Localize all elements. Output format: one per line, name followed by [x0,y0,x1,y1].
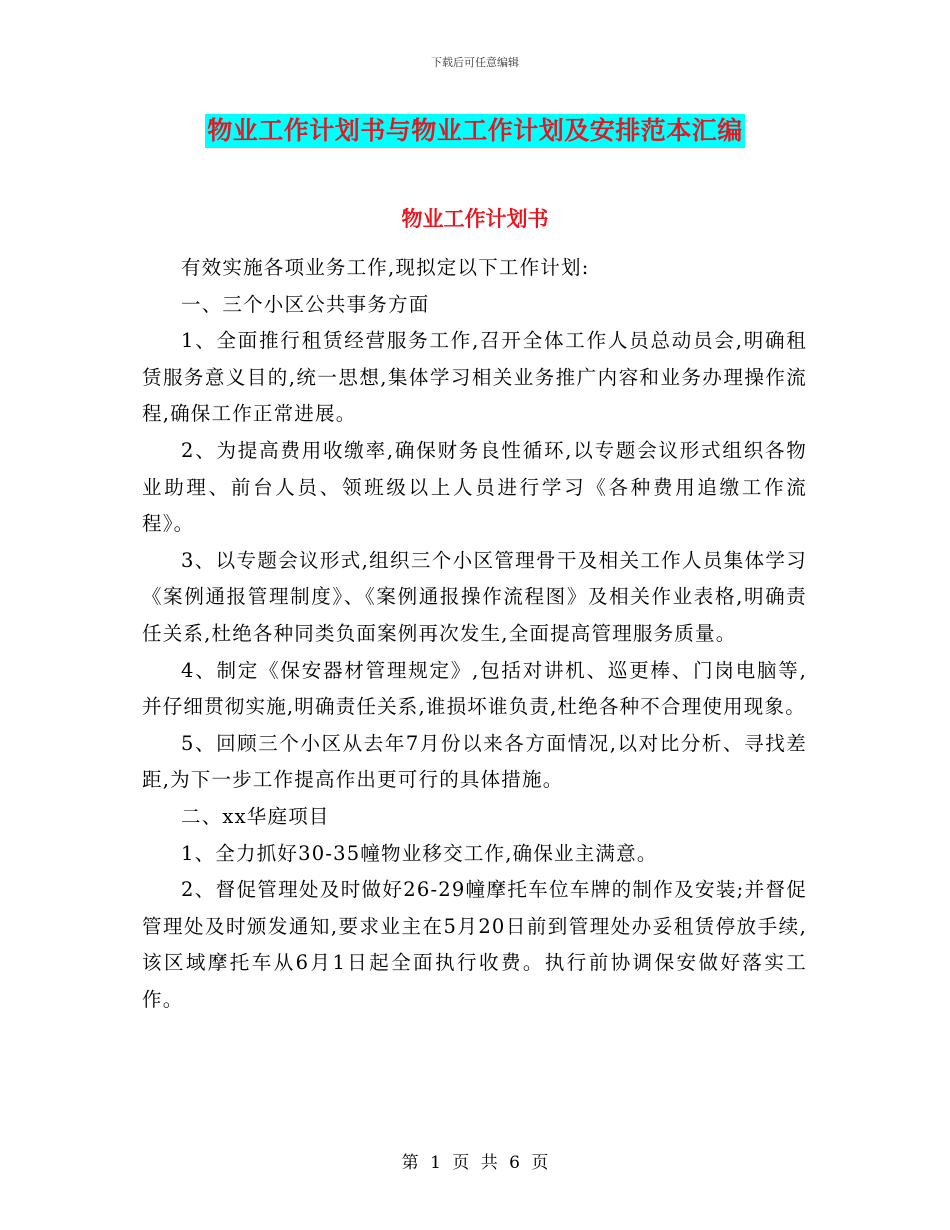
paragraph: 5、回顾三个小区从去年7月份以来各方面情况,以对比分析、寻找差距,为下一步工作提高作出更可行的具体措施。 [142,731,807,792]
paragraph: 1、全面推行租赁经营服务工作,召开全体工作人员总动员会,明确租赁服务意义目的,统一思想,集体学习相关业务推广内容和业务办理操作流程,确保工作正常进展。 [142,329,807,426]
paragraph: 4、制定《保安器材管理规定》,包括对讲机、巡更棒、门岗电脑等,并仔细贯彻实施,明确责任关系,谁损坏谁负责,杜绝各种不合理使用现象。 [142,658,807,719]
paragraph: 2、督促管理处及时做好26-29幢摩托车位车牌的制作及安装;并督促管理处及时颁发通知,要求业主在5月20日前到管理处办妥租赁停放手续,该区域摩托车从6月1日起全面执行收费。执行前协调保安做好落实工作。 [142,878,807,1011]
doc-title: 物业工作计划书与物业工作计划及安排范本汇编 [205,114,745,148]
paragraph: 一、三个小区公共事务方面 [181,292,430,316]
document-body [142,250,807,1018]
header-note: 下载后可任意编辑 [431,56,519,69]
section-title: 物业工作计划书 [401,206,549,231]
page-footer: 第 1 页 共 6 页 [401,1153,549,1173]
paragraph: 二、xx华庭项目 [181,804,330,828]
doc-title-container [0,114,950,148]
paragraph: 3、以专题会议形式,组织三个小区管理骨干及相关工作人员集体学习《案例通报管理制度》、《案例通报操作流程图》及相关作业表格,明确责任关系,杜绝各种同类负面案例再次发生,全面提高管理服务质量。 [142,548,807,645]
paragraph: 1、全力抓好30-35幢物业移交工作,确保业主满意。 [181,841,658,865]
paragraph: 有效实施各项业务工作,现拟定以下工作计划: [181,256,590,279]
paragraph: 2、为提高费用收缴率,确保财务良性循环,以专题会议形式组织各物业助理、前台人员、领班级以上人员进行学习《各种费用追缴工作流程》。 [142,438,807,536]
